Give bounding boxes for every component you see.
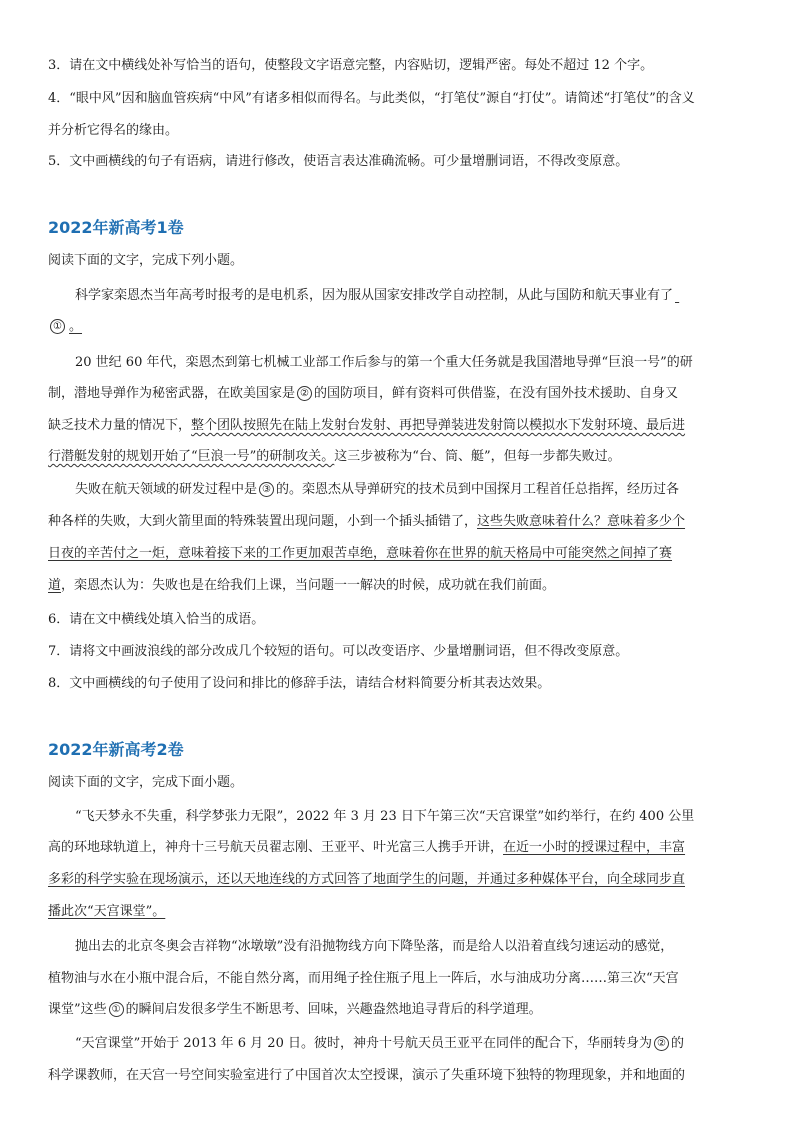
question-7: 7．请将文中画波浪线的部分改成几个较短的语句。可以改变语序、少量增删词语，但不得改变原意。 (48, 644, 629, 659)
s1-p3-line-3 (48, 545, 748, 563)
s1-p2-line-3 (48, 417, 748, 435)
s1-p1-line-1 (75, 287, 748, 305)
blank-s2-1 (107, 1002, 126, 1017)
s2-p1-line-4 (48, 903, 748, 921)
s2-p2-line-2: 植物油与水在小瓶中混合后，不能自然分离，而用绳子拴住瓶子甩上一阵后，水与油成功分离……第三次“天宫 (48, 971, 679, 986)
s1-p2-line-1: 20 世纪 60 年代，栾恩杰到第七机械工业部工作后参与的第一个重大任务就是我国潜地导弹“巨浪一号”的研 (75, 355, 693, 370)
blank-number-s2-1: ① (109, 1002, 124, 1017)
wavy-underlined-text: 行潜艇发射的规划开始了“巨浪一号”的研制攻关。 (48, 449, 335, 464)
text-run: 失败在航天领域的研发过程中是 (75, 482, 258, 497)
text-run: 的瞬间启发很多学生不断思考、回味，兴趣盎然地追寻背后的科学道理。 (125, 1002, 542, 1017)
section-heading-1: 2022年新高考1卷 (48, 218, 184, 237)
blank-number-s2-2: ② (654, 1036, 669, 1051)
underlined-text: 道 (48, 578, 62, 593)
text-run: 。 (69, 319, 83, 334)
text-run: 课堂”这些 (48, 1002, 107, 1017)
text-run: 种各样的失败，大到火箭里面的特殊装置出现问题，小到一个插头插错了， (48, 514, 478, 529)
section-2-intro: 阅读下面的文字，完成下面小题。 (48, 775, 244, 790)
blank-number-3: ③ (259, 482, 274, 497)
s2-p1-line-2 (48, 839, 748, 857)
blank-2 (295, 386, 314, 401)
text-run: 这三步被称为“台、筒、艇”，但每一步都失败过。 (334, 449, 621, 464)
underlined-text: 这些失败意味着什么？意味着多少个 (477, 514, 686, 529)
text-run: 科学家栾恩杰当年高考时报考的是电机系，因为服从国家安排改学自动控制，从此与国防和航天事业有了 (75, 288, 674, 303)
underlined-text: 播此次“天宫课堂”。 (48, 904, 166, 919)
blank-number-2: ② (297, 386, 312, 401)
text-run: ，栾恩杰认为：失败也是在给我们上课，当问题一一解决的时候，成功就在我们前面。 (61, 578, 556, 593)
blank-1-underline (673, 288, 681, 303)
text-run: 高的环地球轨道上，神舟十三号航天员翟志刚、王亚平、叶光富三人携手开讲， (48, 840, 504, 855)
text-run: “天宫课堂”开始于 2013 年 6 月 20 日。彼时，神舟十号航天员王亚平在同伴的配合下，华丽转身为 (75, 1036, 652, 1051)
text-run: 的 (670, 1036, 684, 1051)
s1-p2-line-2 (48, 385, 748, 403)
text-run: 的国防项目，鲜有资料可供借鉴，在没有国外技术援助、自身又 (314, 386, 679, 401)
text-run: 缺乏技术力量的情况下， (48, 418, 192, 433)
wavy-underlined-text: 整个团队按照先在陆上发射台发射、再把导弹装进发射筒以模拟水下发射环境、最后进 (191, 418, 686, 433)
question-8: 8．文中画横线的句子使用了设问和排比的修辞手法，请结合材料简要分析其表达效果。 (48, 676, 551, 691)
underlined-text: 日夜的辛苦付之一炬，意味着接下来的工作更加艰苦卓绝，意味着你在世界的航天格局中可能突然之间掉了赛 (48, 546, 673, 561)
section-1-intro: 阅读下面的文字，完成下列小题。 (48, 253, 244, 268)
s2-p2-line-3 (48, 1001, 748, 1019)
s2-p3-line-1 (75, 1035, 748, 1053)
question-6: 6．请在文中横线处填入恰当的成语。 (48, 612, 265, 627)
s2-p3-line-2: 科学课教师，在天宫一号空间实验室进行了中国首次太空授课，演示了失重环境下独特的物理现象，并和地面的 (48, 1068, 686, 1083)
s2-p2-line-1: 抛出去的北京冬奥会吉祥物“冰墩墩”没有沿抛物线方向下降坠落，而是给人以沿着直线匀速运动的感觉， (75, 939, 674, 954)
s2-p1-line-1: “飞天梦永不失重，科学梦张力无限”，2022 年 3 月 23 日下午第三次“天宫课堂”如约举行，在约 400 公里 (75, 809, 695, 824)
blank-number-1: ① (50, 319, 65, 334)
text-run: 制，潜地导弹作为秘密武器，在欧美国家是 (48, 386, 296, 401)
question-5: 5．文中画横线的句子有语病，请进行修改，使语言表达准确流畅。可少量增删词语，不得改变原意。 (48, 154, 629, 169)
underlined-text: 多彩的科学实验在现场演示，还以天地连线的方式回答了地面学生的问题，并通过多种媒体平台，向全球同步直 (48, 872, 686, 887)
question-3: 3．请在文中横线处补写恰当的语句，使整段文字语意完整，内容贴切，逻辑严密。每处不超过 12 个字。 (48, 58, 654, 73)
s2-p1-line-3 (48, 871, 748, 889)
blank-3 (257, 482, 276, 497)
section-heading-2: 2022年新高考2卷 (48, 740, 184, 759)
s1-p3-line-1 (75, 481, 748, 499)
question-4-line-2: 并分析它得名的缘由。 (48, 123, 179, 138)
s1-p2-line-4 (48, 448, 748, 466)
underlined-text: 在近一小时的授课过程中，丰富 (503, 840, 686, 855)
s1-p1-line-2 (48, 318, 748, 336)
question-4-line-1: 4．“眼中风”因和脑血管疾病“中风”有诸多相似而得名。与此类似，“打笔仗”源自“打仗”。请简述“打笔仗”的含义 (48, 91, 695, 106)
blank-1 (48, 319, 67, 334)
text-run: 的。栾恩杰从导弹研究的技术员到中国探月工程首任总指挥，经历过各 (276, 482, 680, 497)
s1-p3-line-2 (48, 513, 748, 531)
blank-s2-2 (652, 1036, 671, 1051)
s1-p3-line-4 (48, 577, 748, 595)
